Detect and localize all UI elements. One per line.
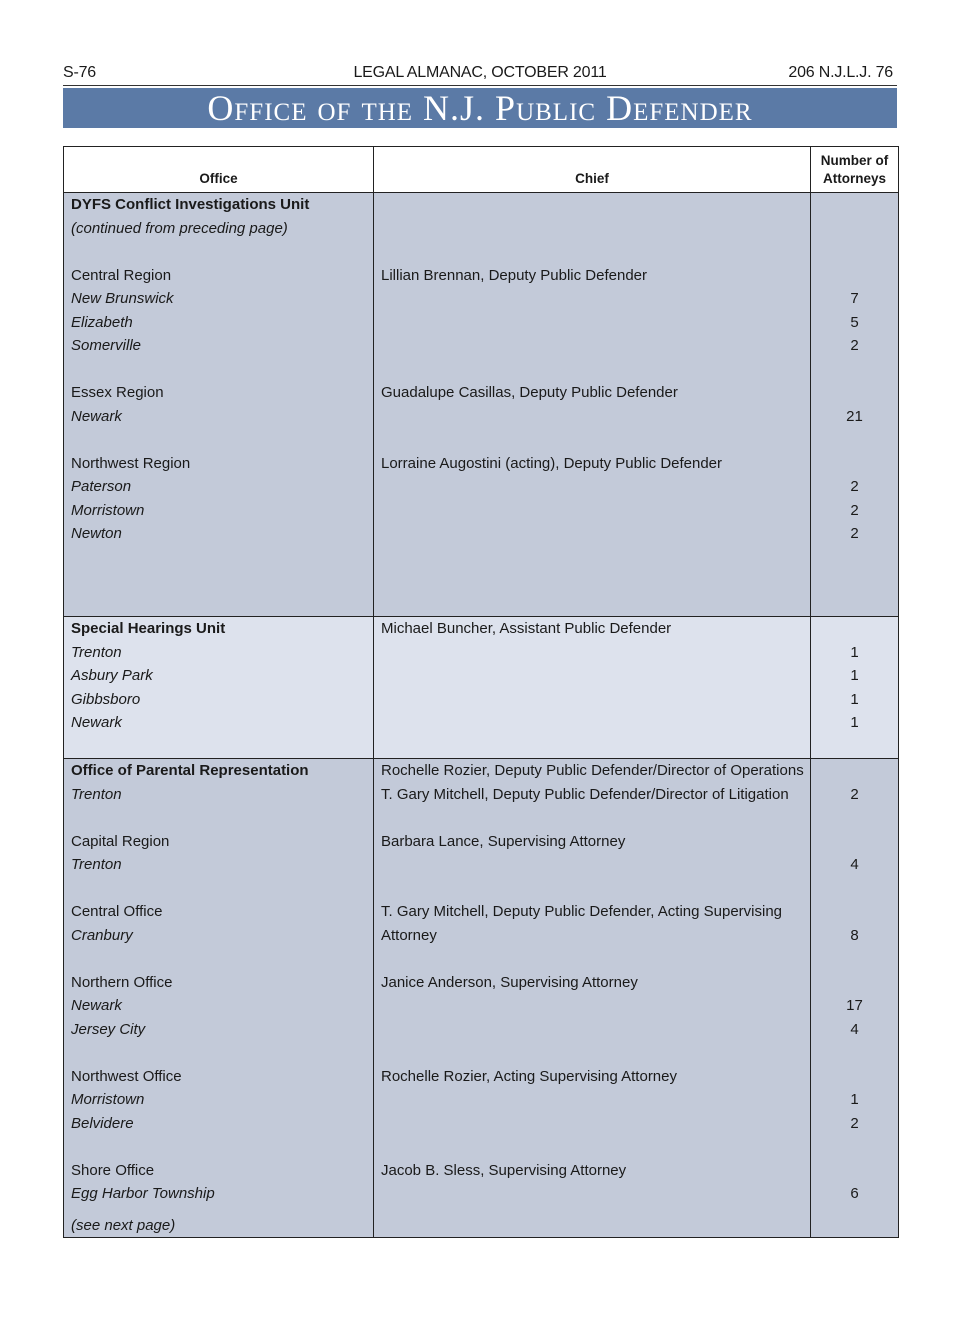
unit-name: Office of Parental Representation [71,762,309,779]
attorney-count: 2 [850,785,859,803]
spacer [381,193,810,217]
spacer [811,358,898,382]
office-location: Trenton [71,785,122,803]
office-location: Trenton [71,856,122,873]
spacer [381,217,810,241]
spacer [71,735,373,759]
office-location: Gibbsboro [71,690,141,708]
attorney-count: 2 [850,525,859,542]
spacer [71,1041,373,1065]
spacer [381,499,810,523]
office-location: Egg Harbor Township [71,1185,215,1202]
spacer [811,830,898,854]
office-location: Somerville [71,337,142,354]
office-location: Trenton [71,643,122,661]
region-name: Central Region [71,266,172,284]
attorney-count: 5 [850,313,859,331]
office-cell [64,193,374,617]
chief-column-header: Chief [374,147,811,193]
attorneys-column-header [811,147,899,193]
spacer [811,1159,898,1183]
spacer [811,264,898,288]
office-column-header: Office [64,147,374,193]
attorney-count: 1 [850,667,859,684]
attorneys-cell [811,193,899,617]
region-name: Northern Office [71,973,173,991]
attorney-count: 1 [850,1091,859,1108]
unit-name: DYFS Conflict Investigations Unit [71,196,310,213]
spacer [381,1182,810,1206]
spacer [381,546,810,570]
spacer [381,428,810,452]
spacer [381,853,810,877]
spacer [71,593,373,617]
office-location: Asbury Park [71,667,153,684]
chief-name: T. Gary Mitchell, Deputy Public Defender, Acting Supervising [381,903,783,920]
spacer [811,593,898,617]
spacer [811,877,898,901]
chief-name: Lorraine Augostini (acting), Deputy Public Defender [381,454,723,472]
office-location: New Brunswick [71,290,174,307]
spacer [811,617,898,641]
attorney-count: 1 [850,643,859,661]
spacer [811,759,898,783]
region-name: Northwest Office [71,1067,182,1085]
spacer [71,877,373,901]
spacer [381,287,810,311]
spacer [811,452,898,476]
chief-cell [374,617,811,759]
publication-title: LEGAL ALMANAC, OCTOBER 2011 [353,64,607,81]
attorney-count: 21 [846,407,863,425]
table-section [64,759,899,1238]
spacer [71,428,373,452]
attorney-count: 2 [850,501,859,519]
spacer [811,1065,898,1089]
spacer [381,1041,810,1065]
office-location: Paterson [71,478,132,495]
attorneys-cell [811,759,899,1238]
attorney-count: 17 [846,997,863,1014]
spacer [381,735,810,759]
attorneys-header-line2: Attorneys [822,171,886,186]
office-location: Jersey City [71,1020,146,1038]
chief-name: Michael Buncher, Assistant Public Defender [381,620,672,637]
spacer [381,405,810,429]
spacer [381,688,810,712]
office-location: Morristown [71,501,145,519]
office-location: Morristown [71,1091,145,1108]
spacer [71,569,373,593]
attorney-count: 4 [850,1020,859,1038]
spacer [381,1214,810,1238]
chief-name: Barbara Lance, Supervising Attorney [381,832,626,850]
attorney-count: 2 [850,1114,859,1132]
spacer [71,947,373,971]
chief-name: Lillian Brennan, Deputy Public Defender [381,266,647,284]
spacer [381,711,810,735]
spacer [381,664,810,688]
office-location: Newark [71,714,122,731]
spacer [381,1112,810,1136]
chief-name: T. Gary Mitchell, Deputy Public Defender/Director of Litigation [381,785,789,803]
spacer [381,641,810,665]
spacer [381,475,810,499]
chief-name: Guadalupe Casillas, Deputy Public Defender [381,384,678,401]
spacer [811,240,898,264]
region-name: Northwest Region [71,454,191,472]
attorneys-cell [811,617,899,759]
spacer [811,971,898,995]
spacer [811,381,898,405]
spacer [811,735,898,759]
chief-cell [374,759,811,1238]
spacer [381,569,810,593]
spacer [381,994,810,1018]
spacer [811,546,898,570]
running-header [63,62,897,84]
spacer [381,877,810,901]
spacer [381,593,810,617]
offices-table [63,146,899,1238]
region-name: Essex Region [71,384,164,401]
attorney-count: 2 [850,478,859,495]
spacer [381,1088,810,1112]
spacer [381,334,810,358]
chief-name: Jacob B. Sless, Supervising Attorney [381,1161,627,1179]
citation: 206 N.J.L.J. 76 [788,64,893,81]
spacer [811,428,898,452]
office-location: Belvidere [71,1114,134,1132]
chief-cell [374,193,811,617]
attorney-count: 1 [850,690,859,708]
spacer [381,1135,810,1159]
spacer [811,1135,898,1159]
table-header-row [64,147,899,193]
office-location: Cranbury [71,926,133,944]
see-next-note: (see next page) [71,1216,176,1234]
attorney-count: 1 [850,714,859,731]
chief-name: Attorney [381,926,437,944]
spacer [381,240,810,264]
region-name: Shore Office [71,1161,155,1179]
spacer [811,900,898,924]
spacer [811,193,898,217]
region-name: Capital Region [71,832,170,850]
spacer [811,569,898,593]
spacer [811,947,898,971]
spacer [71,358,373,382]
region-name: Central Office [71,903,163,920]
chief-name: Rochelle Rozier, Deputy Public Defender/Director of Operations [381,762,804,779]
spacer [381,311,810,335]
spacer [71,546,373,570]
spacer [71,240,373,264]
spacer [381,947,810,971]
table-section [64,617,899,759]
office-location: Newark [71,997,122,1014]
page-number: S-76 [63,64,96,81]
office-cell [64,759,374,1238]
office-location: Elizabeth [71,313,133,331]
spacer [811,1214,898,1238]
unit-name: Special Hearings Unit [71,620,226,637]
spacer [71,1135,373,1159]
office-cell [64,617,374,759]
attorneys-header-line1: Number of [820,153,889,168]
spacer [71,806,373,830]
continued-note: (continued from preceding page) [71,219,288,237]
spacer [811,806,898,830]
header-rule [63,85,897,86]
chief-name: Janice Anderson, Supervising Attorney [381,973,638,991]
spacer [381,522,810,546]
attorney-count: 4 [850,856,859,873]
spacer [381,358,810,382]
spacer [811,217,898,241]
spacer [381,806,810,830]
office-location: Newark [71,407,122,425]
attorney-count: 2 [850,337,859,354]
spacer [811,1041,898,1065]
spacer [381,1018,810,1042]
page-title: Office of the N.J. Public Defender [63,88,897,128]
office-location: Newton [71,525,122,542]
attorney-count: 6 [850,1185,859,1202]
attorney-count: 7 [850,290,859,307]
attorney-count: 8 [850,926,859,944]
table-section [64,193,899,617]
chief-name: Rochelle Rozier, Acting Supervising Attorney [381,1067,677,1085]
